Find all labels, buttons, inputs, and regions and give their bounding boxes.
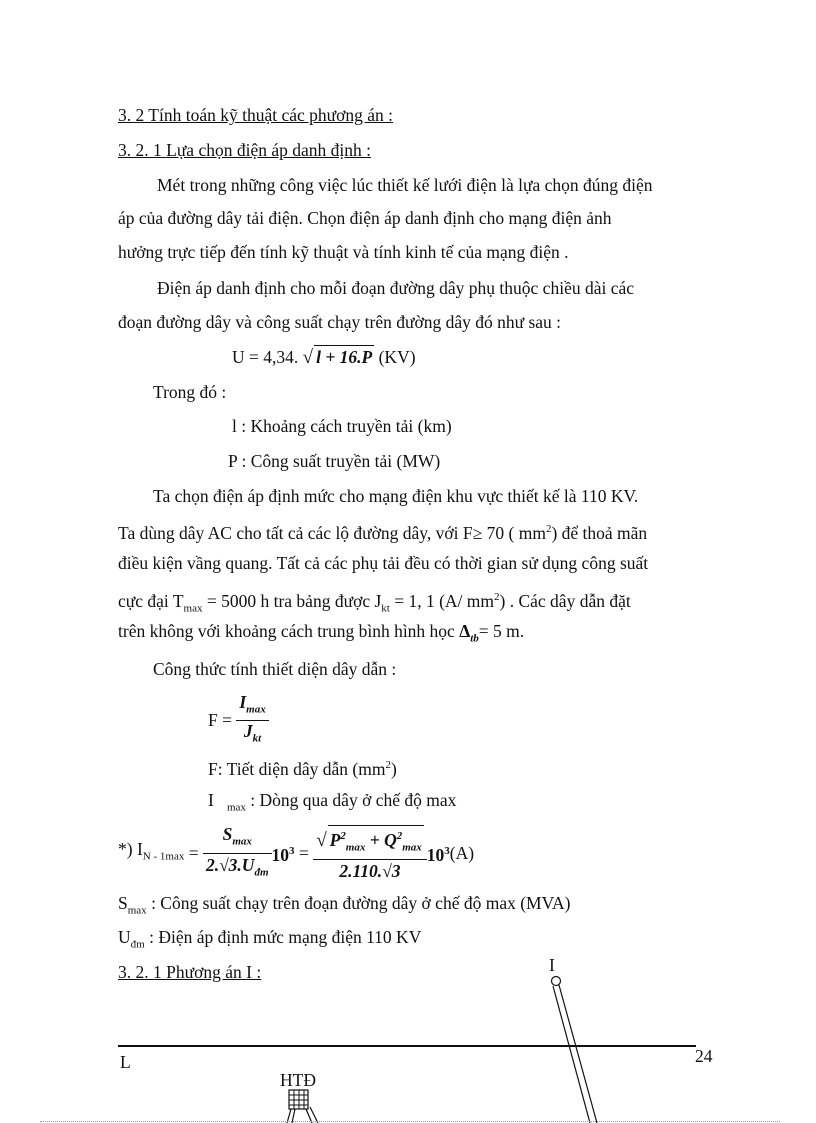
- where-label: Trong đó :: [153, 382, 227, 402]
- paragraph-line: áp của đường dây tải điện. Chọn điện áp danh định cho mạng điện ảnh: [118, 208, 612, 228]
- definition-f: F: Tiết diện dây dẫn $(mm^2)$: [208, 758, 397, 779]
- definition-u: $U_{đm}$ : Điện áp định mức mạng điện 110 KV: [118, 927, 422, 951]
- paragraph-line: Điện áp danh định cho mỗi đoạn đường dây phụ thuộc chiều dài các: [157, 278, 635, 298]
- paragraph-line: điều kiện vầng quang. Tất cả các phụ tải đều có thời gian sử dụng công suất: [118, 553, 649, 573]
- subsection-heading-option: 3. 2. 1 Phương án I :: [118, 962, 262, 982]
- line-section: [553, 986, 590, 1123]
- node-i-marker: [552, 977, 561, 986]
- subsection-heading-voltage: 3. 2. 1 Lựa chọn điện áp danh định :: [118, 140, 371, 160]
- page-number: 24: [695, 1046, 713, 1066]
- formula-voltage: U = 4,34. √ l + 16.P (KV): [232, 347, 416, 368]
- source-label: HTĐ: [280, 1070, 316, 1090]
- source-symbol: [287, 1090, 318, 1123]
- formula-label: Công thức tính thiết diện dây dẫn :: [153, 659, 397, 679]
- paragraph-line: Mét trong những công việc lúc thiết kế lưới điện là lựa chọn đúng điện: [157, 175, 653, 195]
- definition-p: P : Công suất truyền tải (MW): [228, 451, 441, 471]
- paragraph-line: Ta dùng dây AC cho tất cả các lộ đường dây, với F≥ 70 ( $mm^2$) để thoả mãn: [118, 522, 648, 543]
- paragraph-line: cực đại $T_{max} = 5000$ h tra bảng được $J_{kt} = 1$, 1 (A/ $mm^2$) . Các dây dẫn đặt: [118, 590, 631, 615]
- paragraph-line: hưởng trực tiếp đến tính kỹ thuật và tính kinh tế của mạng điện .: [118, 242, 569, 262]
- footer-left-text: L: [120, 1052, 131, 1072]
- node-label: I: [549, 955, 555, 975]
- paragraph-line: đoạn đường dây và công suất chạy trên đường dây đó như sau :: [118, 312, 562, 332]
- paragraph-line: trên không với khoảng cách trung bình hình học $\Delta_{tb}= 5$ m.: [118, 621, 525, 645]
- definition-l: l : Khoảng cách truyền tải (km): [232, 416, 452, 436]
- line-section: [559, 985, 597, 1123]
- formula-cross-section: F = $\frac{I_{max}}{J_{kt}}$: [208, 693, 269, 747]
- section-heading: 3. 2 Tính toán kỹ thuật các phương án :: [118, 105, 394, 125]
- footer-rule: [118, 1045, 696, 1047]
- formula-current: *) $I_{N - 1max}$ = $\frac{S_{max}}{2.√3.U_{đm}}$ $10^3$ = $\frac{√ P^2_{max} + Q^2_{max}}{2.110.√3}$ $10^3(A)$: [118, 824, 475, 881]
- paragraph-line: Ta chọn điện áp định mức cho mạng điện khu vực thiết kế là 110 KV.: [153, 486, 639, 506]
- definition-i: I $_{max}$ : Dòng qua dây ở chế độ max: [208, 790, 457, 814]
- definition-s: $S_{max}$ : Công suất chạy trên đoạn đường dây ở chế độ max (MVA): [118, 893, 571, 917]
- bottom-dotted-line: [40, 1121, 780, 1122]
